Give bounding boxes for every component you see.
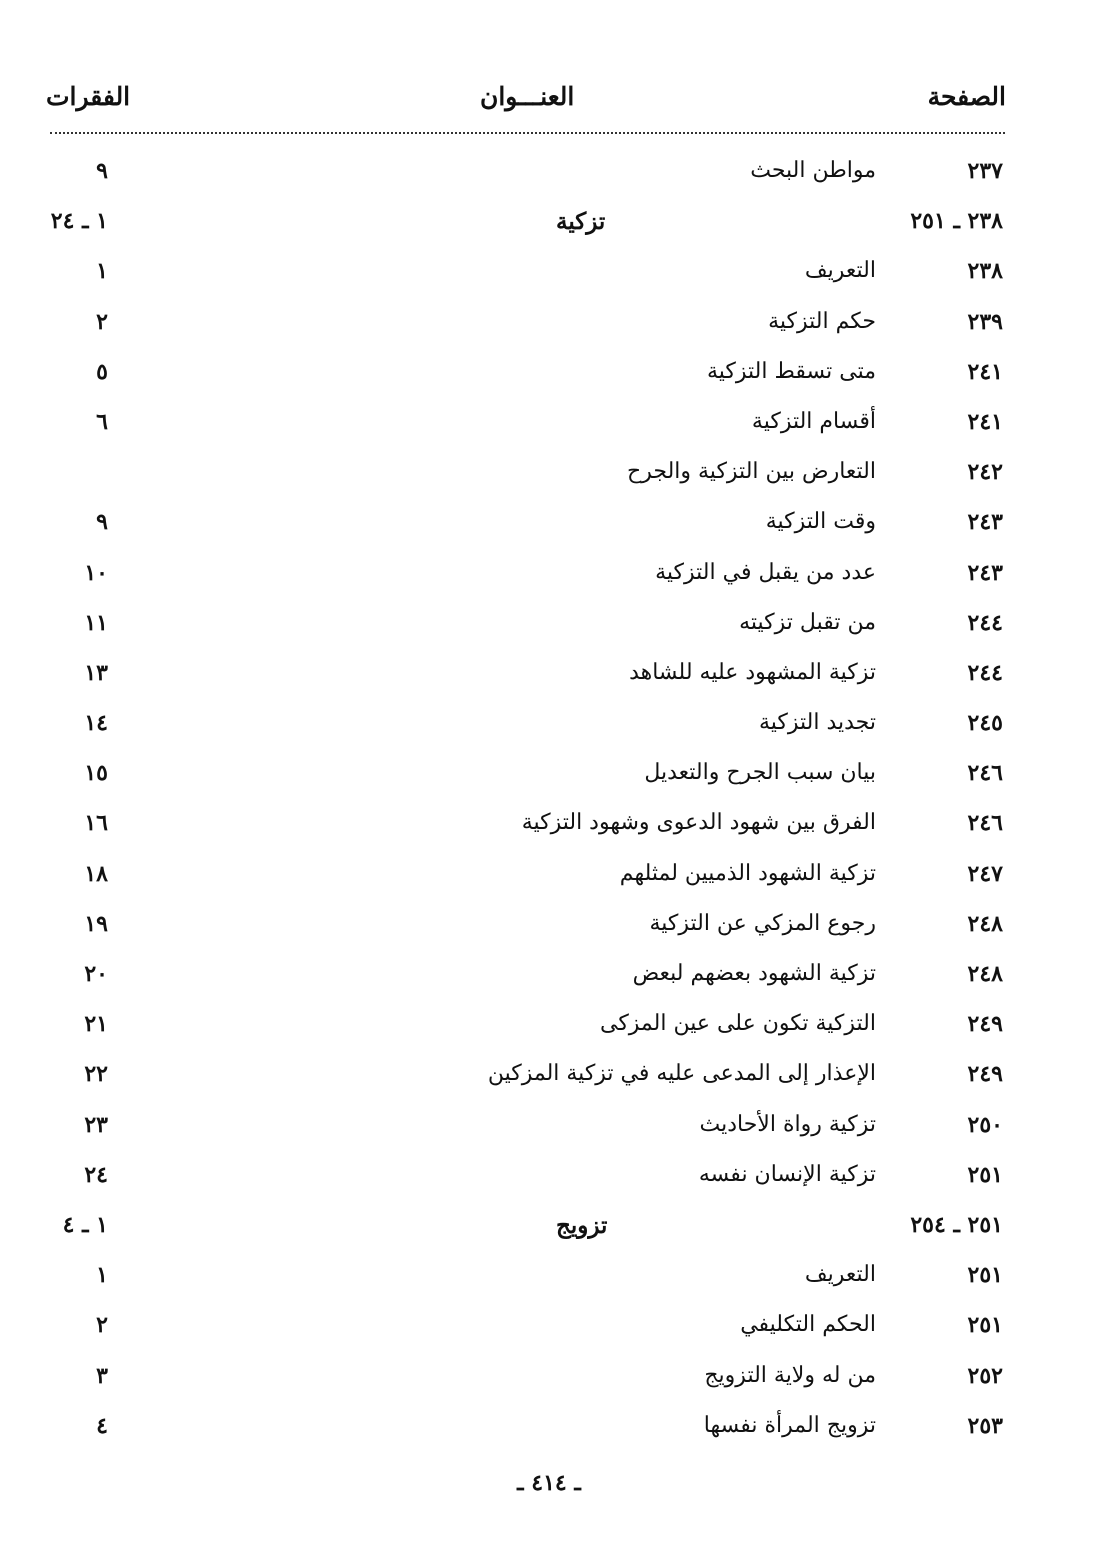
entry-page: ٢٥١ [967,1161,1003,1188]
entry-title: من له ولاية التزويج [704,1362,876,1388]
table-row [0,851,1098,901]
section-row [0,1202,1098,1252]
entry-page: ٢٣٨ [967,258,1003,285]
entry-title: تزكية رواة الأحاديث [699,1111,876,1137]
entry-paragraphs: ٢ [96,1312,108,1339]
entry-title: أقسام التزكية [751,408,876,434]
entry-page: ٢٤٤ [967,659,1003,686]
entry-paragraphs: ١ ـ ٤ [62,1211,108,1238]
entry-page: ٢٥٠ [967,1111,1003,1138]
entry-title: متى تسقط التزكية [706,358,876,384]
entry-paragraphs: ٦ [96,408,108,435]
table-row [0,299,1098,349]
table-row [0,700,1098,750]
table-row [0,1403,1098,1453]
entry-page: ٢٤٣ [967,559,1003,586]
entry-title: تزكية الشهود الذميين لمثلهم [619,860,876,886]
entry-page: ٢٤٩ [967,1011,1003,1038]
entry-title: تزكية المشهود عليه للشاهد [629,659,876,685]
entry-page: ٢٥١ [967,1312,1003,1339]
entry-title: عدد من يقبل في التزكية [655,559,876,585]
entry-page: ٢٣٩ [967,308,1003,335]
entry-title: مواطن البحث [750,158,876,183]
entry-paragraphs: ١٥ [84,760,108,787]
table-row [0,1252,1098,1302]
table-row [0,248,1098,298]
entry-title: تجديد التزكية [758,710,876,736]
entry-title: الفرق بين شهود الدعوى وشهود التزكية [521,810,876,836]
entry-paragraphs: ٢ [96,308,108,335]
entry-paragraphs: ١٨ [84,860,108,887]
entry-page: ٢٥١ ـ ٢٥٤ [910,1211,1003,1238]
entry-title: حكم التزكية [768,308,876,334]
entry-paragraphs: ١ [96,258,108,285]
entry-page: ٢٤٧ [967,860,1003,887]
entry-title: التعارض بين التزكية والجرح [627,459,876,485]
entry-paragraphs: ١٩ [84,910,108,937]
entry-paragraphs: ٩ [96,158,108,184]
table-row [0,349,1098,399]
entry-page: ٢٤٤ [967,609,1003,636]
entry-title: رجوع المزكي عن التزكية [649,910,876,936]
entry-title: تزويج المرأة نفسها [703,1412,876,1438]
entry-paragraphs: ٢٣ [84,1111,108,1138]
entry-page: ٢٤٢ [967,459,1003,486]
table-row [0,1051,1098,1101]
entry-paragraphs: ١٤ [84,710,108,737]
table-row [0,1102,1098,1152]
entry-title: الحكم التكليفي [740,1312,876,1338]
table-row [0,499,1098,549]
entry-paragraphs: ١١ [84,609,108,636]
table-row [0,650,1098,700]
entry-page: ٢٤١ [967,408,1003,435]
entry-paragraphs: ٢٠ [84,961,108,987]
entry-paragraphs: ٣ [96,1362,108,1389]
table-row [0,600,1098,650]
page-number: ـ ٤١٤ ـ [517,1470,581,1496]
entry-page: ٢٣٧ [967,158,1003,184]
table-row [0,1001,1098,1051]
section-row [0,198,1098,248]
section-title: تزكية [556,208,606,236]
table-row [0,399,1098,449]
entry-page: ٢٤٣ [967,509,1003,536]
entry-page: ٢٤١ [967,358,1003,385]
table-row [0,951,1098,1001]
entry-paragraphs: ٢٤ [84,1161,108,1188]
header-page-column: الصفحة [927,82,1006,111]
header-title-column: العنـــوان [480,82,575,111]
entry-title: التعريف [804,258,876,284]
entry-paragraphs: ١٣ [84,659,108,686]
table-row [0,449,1098,499]
entry-page: ٢٤٨ [967,961,1003,987]
entry-page: ٢٤٩ [967,1061,1003,1088]
entry-paragraphs: ١ ـ ٢٤ [50,208,108,235]
dotted-divider [50,132,1005,134]
entry-paragraphs: ٢٢ [84,1061,108,1088]
entry-page: ٢٥١ [967,1262,1003,1289]
entry-paragraphs: ١ [96,1262,108,1289]
entry-paragraphs: ٤ [96,1412,108,1439]
entry-page: ٢٤٥ [967,710,1003,737]
entry-title: التعريف [804,1262,876,1288]
entry-title: من تقبل تزكيته [739,609,876,635]
entry-page: ٢٥٣ [967,1412,1003,1439]
entry-paragraphs: ١٦ [84,810,108,837]
entry-title: بيان سبب الجرح والتعديل [644,760,876,786]
table-row [0,148,1098,198]
entry-page: ٢٤٨ [967,910,1003,937]
table-row [0,1353,1098,1403]
entry-paragraphs: ٢١ [84,1011,108,1038]
table-row [0,1152,1098,1202]
entry-page: ٢٣٨ ـ ٢٥١ [910,208,1003,235]
header-paragraphs-column: الفقرات [46,82,131,111]
entry-page: ٢٥٢ [967,1362,1003,1389]
entry-title: الإعذار إلى المدعى عليه في تزكية المزكين [487,1061,876,1087]
entry-title: وقت التزكية [765,509,876,535]
entry-title: تزكية الشهود بعضهم لبعض [632,961,876,986]
table-row [0,1302,1098,1352]
table-row [0,901,1098,951]
entry-paragraphs: ١٠ [84,559,108,586]
index-entries [0,148,1098,1453]
entry-title: التزكية تكون على عين المزكى [599,1011,876,1037]
entry-page: ٢٤٦ [967,810,1003,837]
entry-paragraphs: ٥ [96,358,108,385]
entry-title: تزكية الإنسان نفسه [698,1161,876,1187]
entry-page: ٢٤٦ [967,760,1003,787]
table-row [0,750,1098,800]
table-row [0,550,1098,600]
entry-paragraphs: ٩ [96,509,108,536]
section-title: تزويج [556,1211,608,1239]
table-header [0,78,1098,122]
table-row [0,800,1098,850]
